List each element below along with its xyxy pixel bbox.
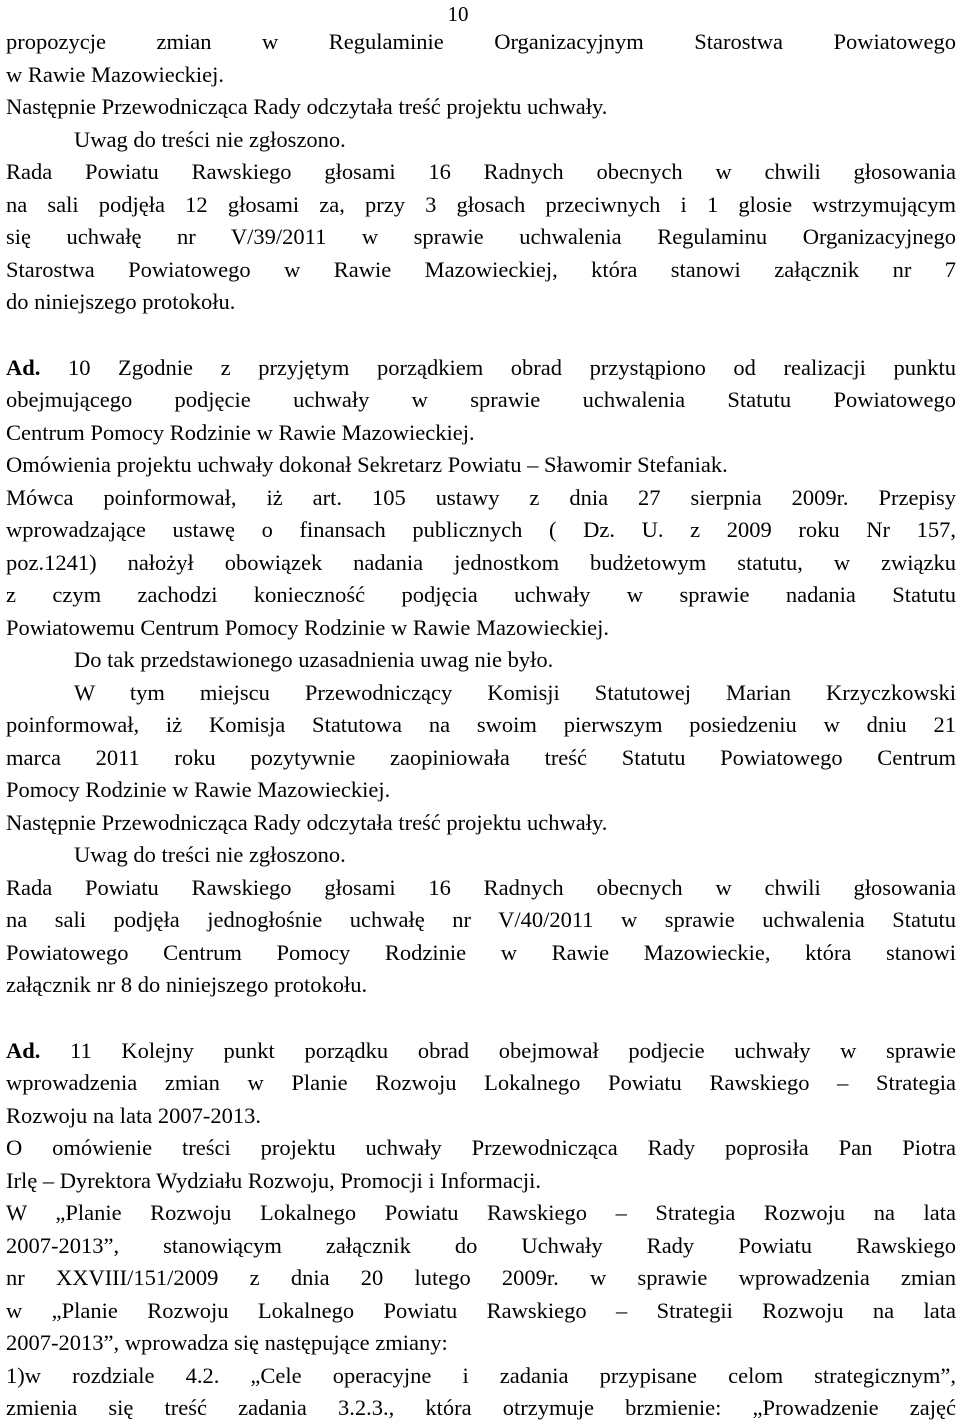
line-text: Następnie Przewodnicząca Rady odczytała treść projektu uchwały.: [6, 809, 608, 835]
text-line: [6, 1360, 956, 1393]
text-line: [6, 579, 956, 612]
line-text: załącznik nr 8 do niniejszego protokołu.: [6, 972, 368, 997]
line-text: w „Planie Rozwoju Lokalnego Powiatu Rawskiego – Strategii Rozwoju na lata: [6, 1297, 956, 1323]
text-line: [6, 547, 956, 580]
line-text: Centrum Pomocy Rodzinie w Rawie Mazowieckiej.: [6, 419, 475, 445]
line-text: 1)w rozdziale 4.2. „Cele operacyjne i zadania przypisane celom strategicznym”,: [6, 1362, 956, 1388]
line-text: na sali podjęła jednogłośnie uchwałę nr V/40/2011 w sprawie uchwalenia Statutu: [6, 907, 956, 932]
line-text: w Rawie Mazowieckiej.: [6, 61, 225, 87]
text-line: [6, 742, 956, 775]
agenda-item-prefix: Ad.: [6, 1037, 41, 1063]
text-line: [6, 482, 956, 515]
text-line: [6, 969, 956, 1002]
text-line: [6, 1165, 956, 1198]
text-line: [6, 352, 956, 385]
agenda-item-prefix: Ad.: [6, 354, 41, 380]
line-text: Następnie Przewodnicząca Rady odczytała treść projektu uchwały.: [6, 94, 608, 119]
text-line: [6, 872, 956, 905]
text-line: [6, 417, 956, 450]
text-line: [6, 709, 956, 742]
line-text: Irlę – Dyrektora Wydziału Rozwoju, Promocji i Informacji.: [6, 1167, 541, 1193]
line-text: wprowadzenia zmian w Planie Rozwoju Lokalnego Powiatu Rawskiego – Strategia: [6, 1070, 956, 1095]
line-text: Pomocy Rodzinie w Rawie Mazowieckiej.: [6, 777, 391, 802]
paragraph-gap: [6, 319, 956, 352]
text-line: [6, 1295, 956, 1328]
line-text: Rada Powiatu Rawskiego głosami 16 Radnych obecnych w chwili głosowania: [6, 159, 956, 184]
line-text: na sali podjęła 12 głosami za, przy 3 głosach przeciwnych i 1 glosie wstrzymującym: [6, 191, 956, 217]
text-line: [6, 612, 956, 645]
line-text: Starostwa Powiatowego w Rawie Mazowieckiej, która stanowi załącznik nr 7: [6, 256, 956, 282]
paragraph-gap: [6, 1002, 956, 1035]
line-text: 2007-2013”, wprowadza się następujące zmiany:: [6, 1330, 448, 1355]
text-line: [6, 59, 956, 92]
text-line: [6, 677, 956, 710]
text-line: [6, 384, 956, 417]
text-line: [6, 1100, 956, 1133]
text-line: [6, 221, 956, 254]
line-text: 2007-2013”, stanowiącym załącznik do Uchwały Rady Powiatu Rawskiego: [6, 1232, 956, 1258]
text-line: [6, 1132, 956, 1165]
line-text: 10 Zgodnie z przyjętym porządkiem obrad przystąpiono od realizacji punktu: [40, 354, 956, 380]
text-line: [6, 189, 956, 222]
line-text: wprowadzające ustawę o finansach publicznych ( Dz. U. z 2009 roku Nr 157,: [6, 517, 956, 542]
line-text: W „Planie Rozwoju Lokalnego Powiatu Rawskiego – Strategia Rozwoju na lata: [6, 1200, 956, 1225]
line-text: Omówienia projektu uchwały dokonał Sekretarz Powiatu – Sławomir Stefaniak.: [6, 452, 728, 477]
line-text: Mówca poinformował, iż art. 105 ustawy z dnia 27 sierpnia 2009r. Przepisy: [6, 484, 956, 510]
text-line: [6, 1197, 956, 1230]
text-line: [6, 1067, 956, 1100]
text-line: [6, 1230, 956, 1263]
text-line: [6, 839, 956, 872]
text-line: [6, 124, 956, 157]
line-text: obejmującego podjęcie uchwały w sprawie uchwalenia Statutu Powiatowego: [6, 387, 956, 412]
text-line: [6, 1392, 956, 1425]
document-body: [6, 26, 956, 1425]
text-line: [6, 449, 956, 482]
page-number: 10: [447, 2, 469, 26]
line-text: Rozwoju na lata 2007-2013.: [6, 1102, 261, 1128]
text-line: [6, 514, 956, 547]
line-text: z czym zachodzi konieczność podjęcia uchwały w sprawie nadania Statutu: [6, 582, 956, 607]
text-line: [6, 91, 956, 124]
line-text: 11 Kolejny punkt porządku obrad obejmował podjecie uchwały w sprawie: [40, 1037, 956, 1063]
text-line: [6, 904, 956, 937]
text-line: [6, 774, 956, 807]
line-text: do niniejszego protokołu.: [6, 289, 236, 314]
text-line: [6, 807, 956, 840]
line-text: propozycje zmian w Regulaminie Organizacyjnym Starostwa Powiatowego: [6, 29, 956, 54]
text-line: [6, 937, 956, 970]
text-line: [6, 26, 956, 59]
text-line: [6, 1262, 956, 1295]
text-line: [6, 286, 956, 319]
text-line: [6, 1035, 956, 1068]
line-text: Do tak przedstawionego uzasadnienia uwag nie było.: [74, 647, 554, 672]
text-line: [6, 644, 956, 677]
text-line: [6, 156, 956, 189]
line-text: Powiatowemu Centrum Pomocy Rodzinie w Rawie Mazowieckiej.: [6, 614, 610, 640]
line-text: W tym miejscu Przewodniczący Komisji Statutowej Marian Krzyczkowski: [74, 679, 956, 705]
line-text: Rada Powiatu Rawskiego głosami 16 Radnych obecnych w chwili głosowania: [6, 874, 956, 900]
line-text: poinformował, iż Komisja Statutowa na swoim pierwszym posiedzeniu w dniu 21: [6, 712, 956, 737]
line-text: Uwag do treści nie zgłoszono.: [74, 126, 346, 152]
line-text: nr XXVIII/151/2009 z dnia 20 lutego 2009r. w sprawie wprowadzenia zmian: [6, 1265, 956, 1290]
line-text: zmienia się treść zadania 3.2.3., która otrzymuje brzmienie: „Prowadzenie zajęć: [6, 1395, 956, 1420]
line-text: Powiatowego Centrum Pomocy Rodzinie w Rawie Mazowieckie, która stanowi: [6, 939, 956, 965]
line-text: O omówienie treści projektu uchwały Przewodnicząca Rady poprosiła Pan Piotra: [6, 1135, 956, 1160]
line-text: Uwag do treści nie zgłoszono.: [74, 842, 346, 867]
line-text: poz.1241) nałożył obowiązek nadania jednostkom budżetowym statutu, w związku: [6, 549, 956, 575]
line-text: się uchwałę nr V/39/2011 w sprawie uchwalenia Regulaminu Organizacyjnego: [6, 224, 956, 249]
text-line: [6, 254, 956, 287]
text-line: [6, 1327, 956, 1360]
line-text: marca 2011 roku pozytywnie zaopiniowała treść Statutu Powiatowego Centrum: [6, 744, 956, 770]
